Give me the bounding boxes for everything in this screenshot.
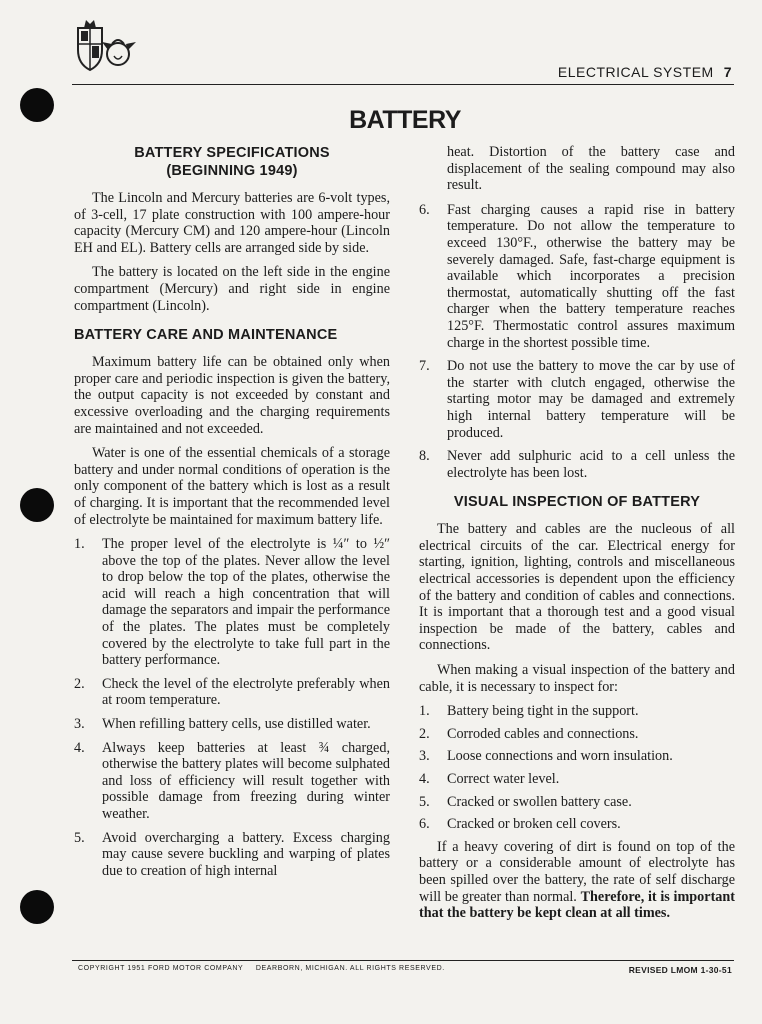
spec-paragraph-1: The Lincoln and Mercury batteries are 6-volt types, of 3-cell, 17 plate construction with 100 ampere-hour capacity (Mercury CM) and 120 ampere-hour (Lincoln EH and EL). Battery cells are arranged side by side. — [74, 190, 390, 256]
care-paragraph-2: Water is one of the essential chemicals of a storage battery and under normal conditions of operation is the only component of the battery which is lost as a result of charging. It is important that the recommended level of electrolyte be maintained for maximum battery life. — [74, 445, 390, 528]
list-item: 4. Always keep batteries at least ¾ charged, otherwise the battery plates will become sulphated and loss of efficiency will result together with possible damage from freezing during winter weather. — [74, 739, 390, 822]
spec-heading-line-2: (BEGINNING 1949) — [166, 163, 298, 179]
visual-inspection-heading: VISUAL INSPECTION OF BATTERY — [453, 494, 701, 511]
section-name: ELECTRICAL SYSTEM — [557, 64, 714, 80]
inspection-checklist — [419, 703, 735, 833]
care-list — [74, 536, 390, 879]
list-item: 1. The proper level of the electrolyte is ¼″ to ½″ above the top of the plates. Never allow the level to drop below the top of the plates, otherwise the acid will reach a high concentration that will damage the separators and impair the performance of the plates. The plates must be completely covered by the electrolyte to take full part in the battery performance. — [74, 536, 390, 669]
left-column — [74, 144, 390, 886]
spec-heading — [74, 144, 390, 180]
spec-paragraph-2: The battery is located on the left side in the engine compartment (Mercury) and right side in engine compartment (Lincoln). — [74, 264, 390, 314]
binder-hole-middle — [20, 488, 54, 522]
binder-hole-bottom — [20, 890, 54, 924]
continuation-text: heat. Distortion of the battery case and displacement of the sealing compound may also result. — [447, 144, 735, 194]
final-text: If a heavy covering of dirt is found on top of the battery or a considerable amount of electrolyte has been spilled over the battery, the rate of self discharge will be greater than normal. — [419, 838, 735, 905]
list-item: 6. Fast charging causes a rapid rise in battery temperature. Do not allow the temperature to exceed 130°F., otherwise the battery may be severely damaged. Safe, fast-charge equipment is available which incorporates a precision thermostat, automatically shutting off the fast charger when the battery temperature reaches 125°F. Thermostatic control assures maximum charge in the shortest possible time. — [419, 201, 735, 351]
final-paragraph — [419, 839, 735, 922]
page-number: 7 — [723, 64, 732, 80]
list-item: 2. Corroded cables and connections. — [419, 725, 639, 742]
list-item: 7. Do not use the battery to move the car by use of the starter with clutch engaged, otherwise the starting motor may be damaged and extremely high internal battery temperature will be produced. — [419, 358, 735, 441]
list-item: 4. Correct water level. — [419, 771, 560, 787]
lincoln-mercury-logo-icon — [72, 14, 138, 78]
care-heading: BATTERY CARE AND MAINTENANCE — [74, 327, 338, 344]
list-item: 1. Battery being tight in the support. — [419, 703, 639, 720]
final-bold-text: Therefore, it is important that the battery be kept clean at all times. — [419, 888, 736, 922]
header-rule — [72, 84, 734, 85]
running-header — [558, 64, 732, 80]
list-item: 5. Avoid overcharging a battery. Excess charging may cause severe buckling and warping of plates due to creation of high internal — [74, 829, 390, 879]
list-item: 5. Cracked or swollen battery case. — [419, 793, 632, 810]
copyright-notice: COPYRIGHT 1951 FORD MOTOR COMPANY DEARBORN, MICHIGAN. ALL RIGHTS RESERVED. — [78, 965, 445, 972]
footer-rule — [72, 960, 734, 961]
care-list-continued — [419, 202, 735, 482]
page-title: BATTERY — [349, 106, 461, 134]
list-item: 2. Check the level of the electrolyte preferably when at room temperature. — [74, 675, 390, 709]
list-item: 6. Cracked or broken cell covers. — [419, 816, 621, 833]
list-item: 3. Loose connections and worn insulation. — [419, 748, 673, 765]
right-column — [419, 144, 735, 930]
visual-paragraph-1: The battery and cables are the nucleous of all electrical circuits of the car. Electrical energy for starting, ignition, lighting, controls and miscellaneous electrical accessories is dependent upon the efficiency of the battery and condition of cables and connections. It is important that a thorough test and a good visual inspection be made of the battery, cables and connections. — [419, 521, 735, 654]
spec-heading-line-1: BATTERY SPECIFICATIONS — [134, 145, 330, 161]
list-item: 8. Never add sulphuric acid to a cell unless the electrolyte has been lost. — [419, 448, 735, 481]
revision-note: REVISED LMOM 1-30-51 — [628, 965, 732, 975]
list-item: 3. When refilling battery cells, use distilled water. — [74, 716, 371, 733]
visual-paragraph-2: When making a visual inspection of the battery and cable, it is necessary to inspect for: — [419, 662, 735, 695]
care-paragraph-1: Maximum battery life can be obtained only when proper care and periodic inspection is given the battery, the output capacity is not exceeded by constant and excessive overloading and the charging requirements are maintained and not exceeded. — [74, 354, 390, 437]
